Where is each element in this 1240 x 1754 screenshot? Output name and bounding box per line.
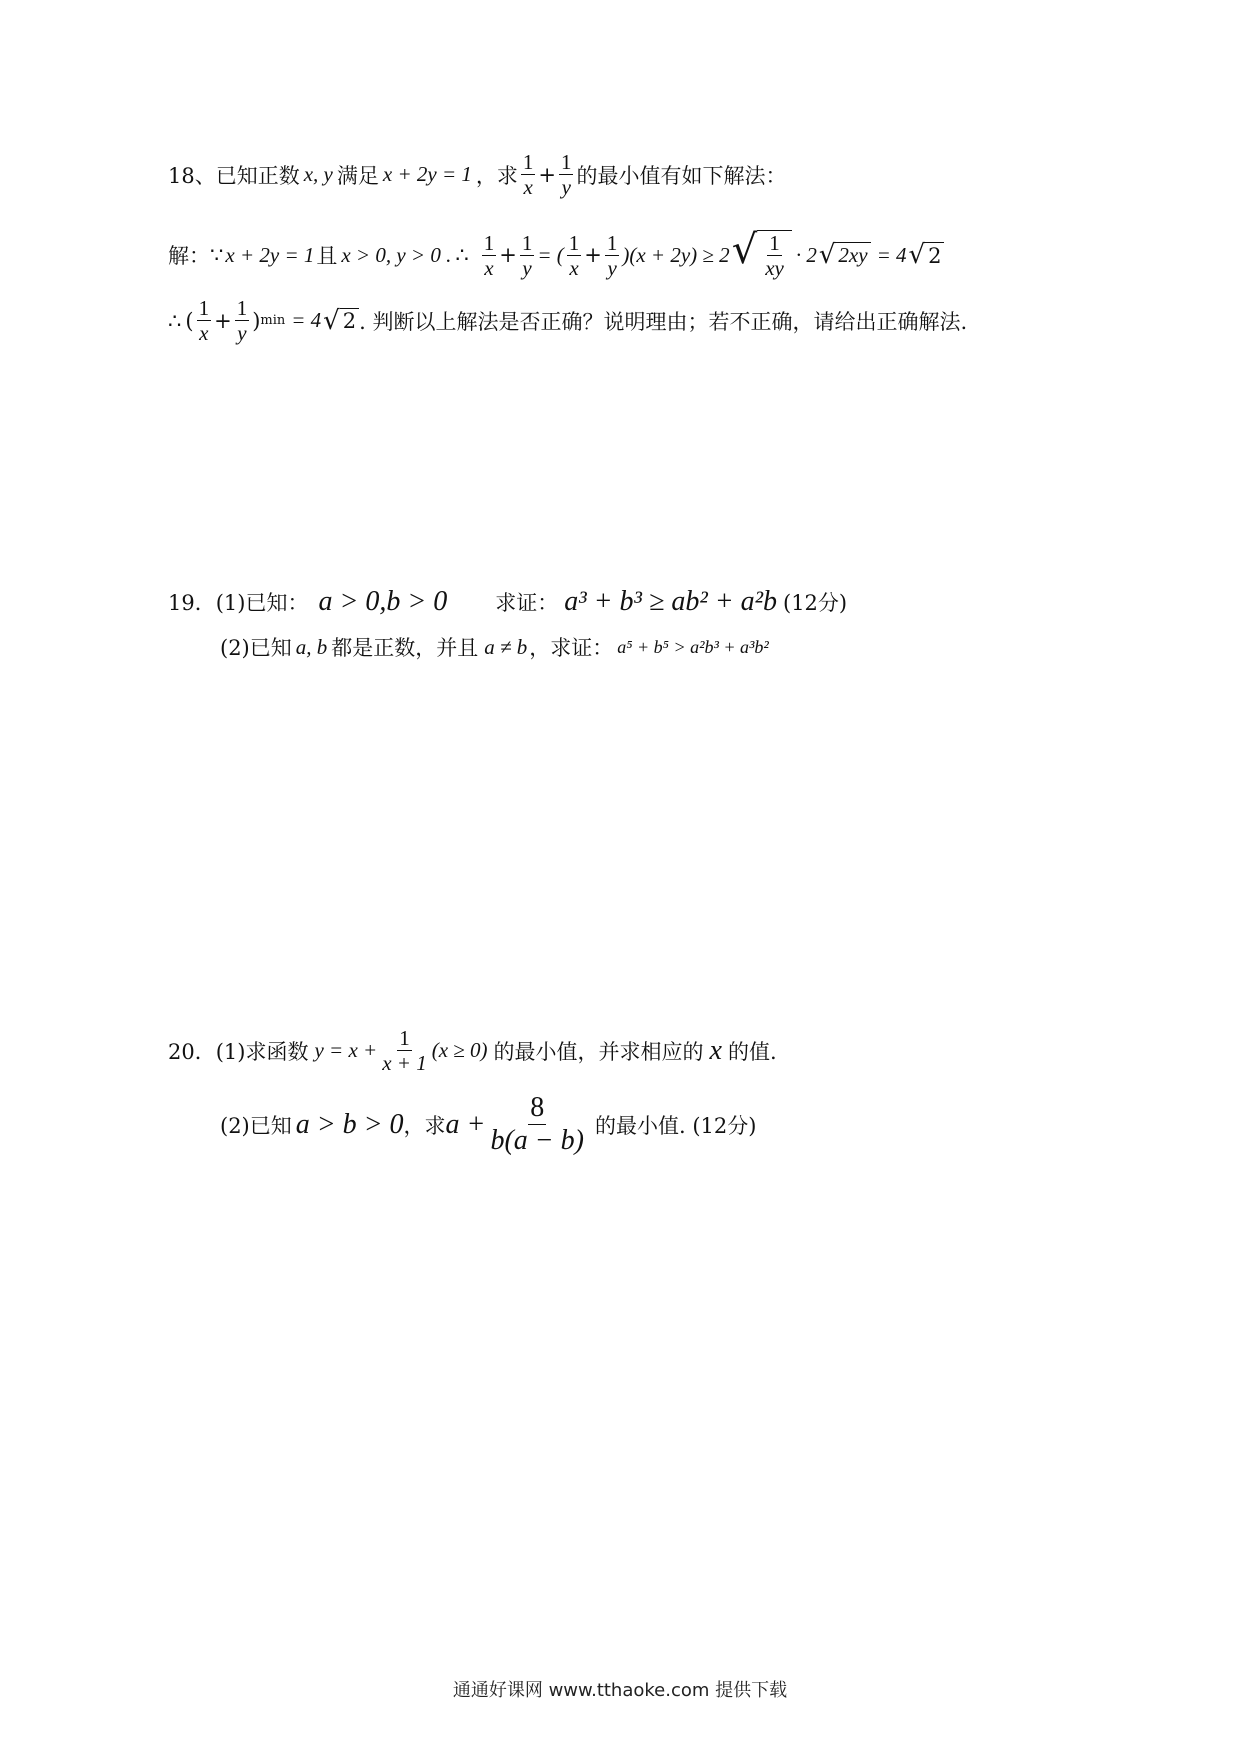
- q20-domain: (x ≥ 0): [431, 1038, 488, 1063]
- q19-prove: 求证：: [495, 591, 559, 615]
- q18-plus: +: [538, 162, 556, 187]
- page-footer: 通通好课网 www.tthaoke.com 提供下载: [452, 1680, 788, 1701]
- q18-because: ∵: [210, 243, 224, 268]
- q18-min-frac-1y: $\frac{1}{y}$: [236, 296, 248, 346]
- q20-line1: [168, 1026, 777, 1075]
- q18-eq1: x + 2y = 1: [225, 242, 315, 267]
- q18-sqrt-2: √ 2: [909, 242, 945, 268]
- q19-p2-mid: 都是正数，并且: [331, 636, 479, 660]
- q19-p2-prove: ，求证：: [529, 636, 614, 660]
- q18-sol-frac-1x: $\frac{1}{x}$: [483, 230, 495, 280]
- q19-p2-prefix: (2)已知: [220, 636, 292, 660]
- q20-line2: [220, 1092, 756, 1157]
- q18-result-sqrt2: √ 2: [323, 308, 359, 334]
- q18-sol-frac-1y: $\frac{1}{y}$: [521, 230, 533, 280]
- q20-p2-prefix: (2)已知: [220, 1113, 292, 1138]
- q20-frac-8: $\frac{8}{b(a - b)}$: [490, 1092, 584, 1157]
- q18-sol-frac-1x-b: $\frac{1}{x}$: [568, 230, 580, 280]
- q20-prefix: 20．(1)求函数: [168, 1039, 309, 1064]
- q18-sol-frac-1y-b: $\frac{1}{y}$: [606, 230, 618, 280]
- q18-vars: x, y: [303, 162, 333, 187]
- q18-cond-text: 满足: [336, 163, 379, 188]
- q18-pos: x > 0, y > 0 .: [341, 242, 452, 267]
- q18-frac-1y: $\frac{1}{y}$: [560, 150, 572, 200]
- q18-line1: [168, 150, 786, 199]
- q20-p2-a: a +: [445, 1108, 486, 1140]
- q18-sqrt-1-over-xy: √ $\frac{1}{xy}$: [732, 230, 792, 280]
- q18-mid2: )(x + 2y) ≥ 2: [622, 242, 730, 267]
- q19-p2-vars: a, b: [295, 634, 328, 659]
- q18-min-frac-1x: $\frac{1}{x}$: [198, 296, 210, 346]
- q20-frac-1-over-xplus1: $\frac{1}{x + 1}$: [382, 1026, 427, 1076]
- q19-p2-neq: a ≠ b: [484, 634, 528, 659]
- q19-prefix: 19．(1)已知：: [168, 591, 309, 615]
- q18-prefix: 18、已知正数: [168, 163, 300, 188]
- q18-therefore: ∴: [455, 243, 469, 268]
- q18-mid4: = 4: [876, 242, 907, 267]
- q18-cond: x + 2y = 1: [382, 162, 472, 187]
- q18-line3: ∴ ( $\frac{1}{x}$ + $\frac{1}{y}$ ) min = 4 √ 2 . 判断以上解法是否正确？说明理由；若不正确，请给出正确解法.: [168, 296, 968, 346]
- q18-line2: 解： ∵ x + 2y = 1 且 x > 0, y > 0 . ∴ $\frac{1}{x}$ + $\frac{1}{y}$ = ( $\frac{1}{x}$ + $\frac{1}{y}$ )(x + 2y) ≥ 2 √ $\frac{1}{xy}$ · 2 √ 2xy = 4 √ 2: [168, 230, 944, 280]
- q18-and: 且: [316, 244, 338, 269]
- q20-xvar: x: [709, 1034, 722, 1066]
- q20-func-lhs: y = x +: [314, 1038, 378, 1063]
- q18-tail: . 判断以上解法是否正确？说明理由；若不正确，请给出正确解法.: [359, 309, 968, 334]
- q18-mid3: · 2: [795, 242, 817, 267]
- q18-sqrt-2xy: √ 2xy: [819, 242, 871, 268]
- q19-line1: [168, 586, 847, 618]
- q18-therefore-2: ∴: [168, 308, 182, 333]
- q18-frac-1x: $\frac{1}{x}$: [522, 150, 534, 200]
- q20-tail1b: 的值.: [727, 1039, 777, 1064]
- q19-p2-ineq: a⁵ + b⁵ > a²b³ + a³b²: [617, 636, 769, 657]
- q19-score: (12分): [783, 591, 848, 615]
- q20-p2-cond: a > b > 0: [295, 1108, 404, 1140]
- q20-tail1: 的最小值，并求相应的: [493, 1039, 704, 1064]
- q18-result: = 4: [291, 308, 322, 333]
- q20-p2-mid: ，求: [403, 1113, 446, 1138]
- q20-p2-tail: 的最小值. (12分): [595, 1113, 757, 1138]
- q18-ask-text: ，求: [475, 163, 518, 188]
- q18-ask-tail: 的最小值有如下解法：: [576, 163, 787, 188]
- q19-cond: a > 0,b > 0: [318, 586, 448, 617]
- q18-sol-label: 解：: [168, 244, 210, 269]
- q19-line2: [220, 632, 769, 662]
- q19-ineq: a³ + b³ ≥ ab² + a²b: [564, 586, 777, 617]
- q18-mid1: = (: [537, 242, 564, 267]
